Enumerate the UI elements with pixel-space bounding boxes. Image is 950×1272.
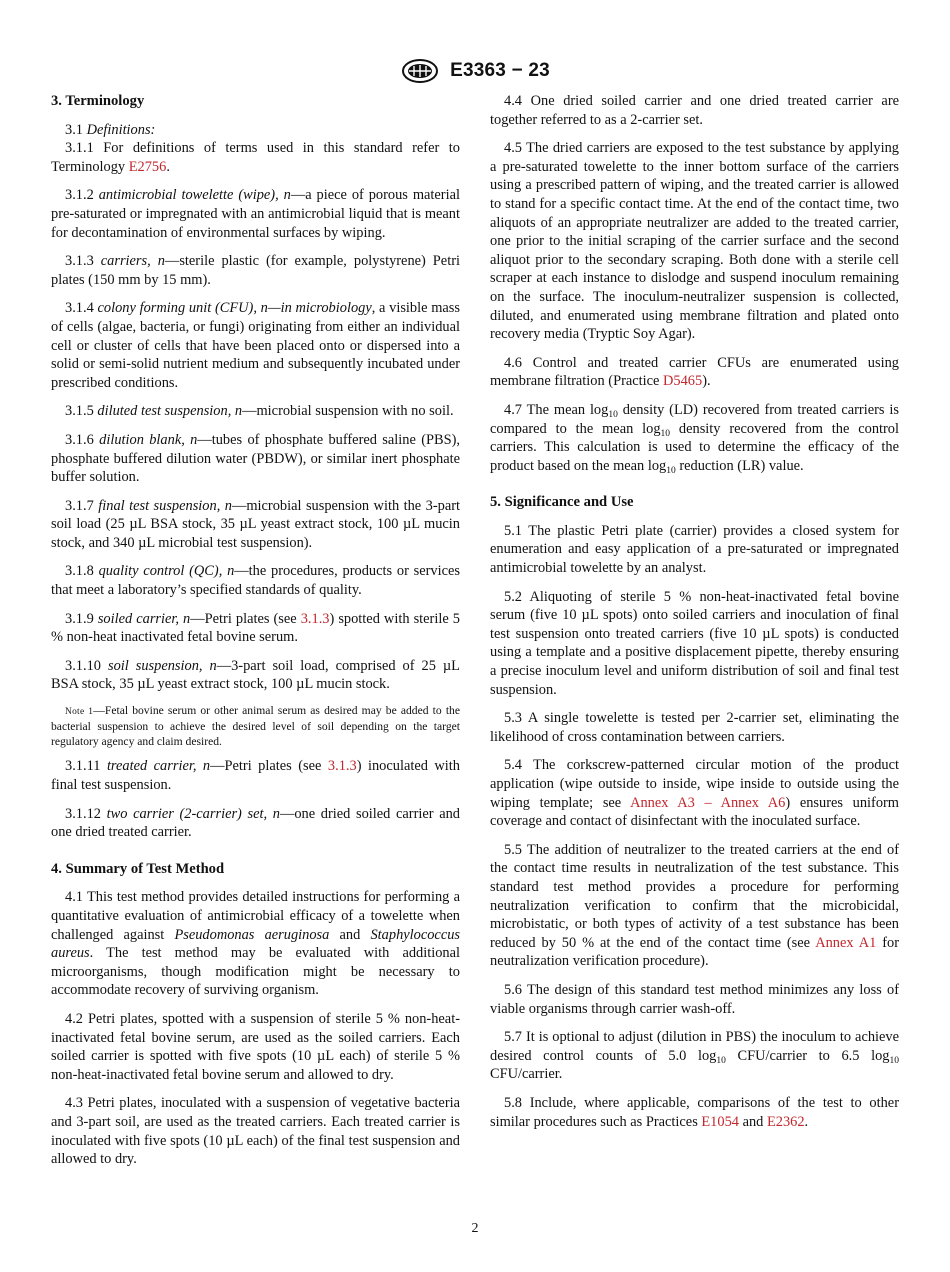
para-3-1-4: 3.1.4 colony forming unit (CFU), n—in microbiology, a visible mass of cells (algae, bacteria, or fungi) originating from either an individual cell or cluster of cells that have been placed onto or dispersed into a solid or semi-solid nutrient medium and subsequently incubated under prescribed conditions. — [51, 300, 460, 391]
ref-annex-a1[interactable]: Annex A1 — [815, 934, 877, 951]
ref-d5465[interactable]: D5465 — [663, 373, 703, 390]
section-4-heading: 4. Summary of Test Method — [51, 860, 225, 877]
section-5-heading: 5. Significance and Use — [490, 494, 634, 511]
astm-logo-icon — [400, 58, 440, 84]
para-4-3: 4.3 Petri plates, inoculated with a suspension of vegetative bacteria and 3-part soil, are used as the treated carriers. Each treated carrier is inoculated with five spots (10 µL each) of the final test suspension and allowed to dry. — [51, 1095, 460, 1168]
ref-annex-a3-a6[interactable]: Annex A3 – Annex A6 — [630, 794, 786, 811]
para-3-1-8: 3.1.8 quality control (QC), n—the procedures, products or services that meet a laboratory’s specified standards of quality. — [51, 563, 460, 599]
ref-e1054[interactable]: E1054 — [701, 1113, 739, 1130]
para-5-7: 5.7 It is optional to adjust (dilution in PBS) the inoculum to achieve desired control counts of 5.0 $\log_{10}$ CFU/carrier to 6.5 $\log_{10}$ CFU/carrier. — [490, 1029, 899, 1083]
ref-3-1-3[interactable]: 3.1.3 — [300, 610, 330, 627]
para-5-1: 5.1 The plastic Petri plate (carrier) provides a closed system for enumeration and easy application of a pre-saturated or impregnated antimicrobial towelette by an analyst. — [490, 522, 899, 577]
page-header — [0, 58, 950, 84]
standard-designation: E3363 − 23 — [450, 60, 550, 81]
para-5-5: 5.5 The addition of neutralizer to the treated carriers at the end of the contact time results in neutralization of the test substance. This standard test method provides a procedure for performing neutralization verification to confirm that the microbicidal, microbistatic, or both types of activity of a test substance has been reduced by 50 % at the end of the contact time (see Annex A1 for neutralization verification procedure). — [490, 841, 899, 970]
para-3-1-3: 3.1.3 carriers, n—sterile plastic (for example, polystyrene) Petri plates (150 mm by 15 mm). — [51, 253, 460, 288]
para-3-1-11: 3.1.11 treated carrier, n—Petri plates (see 3.1.3) inoculated with final test suspension. — [51, 758, 460, 794]
para-5-2: 5.2 Aliquoting of sterile 5 % non-heat-inactivated fetal bovine serum (five 10 µL spots) onto soiled carriers and inoculation of final test suspension onto treated carriers (five 10 µL spots) is conducted using a template and a positive displacement pipette, thereby ensuring a precise inoculum level and uniform distribution of soil and final test suspension. — [490, 588, 899, 698]
page-number: 2 — [471, 1221, 479, 1236]
para-3-1-6: 3.1.6 dilution blank, n—tubes of phosphate buffered saline (PBS), phosphate buffered dilution water (PBDW), or similar inert phosphate buffer solution. — [51, 431, 460, 486]
para-3-1-12: 3.1.12 two carrier (2-carrier) set, n—one dried soiled carrier and one dried treated carrier. — [51, 805, 460, 841]
ref-e2756[interactable]: E2756 — [128, 158, 167, 175]
ref-3-1-3[interactable]: 3.1.3 — [327, 758, 357, 775]
para-5-3: 5.3 A single towelette is tested per 2-carrier set, eliminating the likelihood of cross contamination between carriers. — [490, 710, 899, 745]
para-5-6: 5.6 The design of this standard test method minimizes any loss of viable organisms through carrier wash-off. — [490, 981, 899, 1017]
section-3-heading: 3. Terminology — [51, 93, 145, 109]
right-column — [490, 92, 899, 1141]
para-3-1-7: 3.1.7 final test suspension, n—microbial suspension with the 3-part soil load (25 µL BSA stock, 35 µL yeast extract stock, 100 µL mucin stock, and 340 µL microbial test suspension). — [51, 497, 460, 551]
para-3-1-9: 3.1.9 soiled carrier, n—Petri plates (see 3.1.3) spotted with sterile 5 % non-heat inactivated fetal bovine serum. — [51, 610, 460, 646]
para-3-1-2: 3.1.2 antimicrobial towelette (wipe), n—a piece of porous material pre-saturated or impregnated with an antimicrobial liquid that is meant for decontamination of environmental surfaces by wiping. — [51, 187, 460, 241]
para-3-1: 3.1 Definitions: — [65, 121, 156, 138]
note-1: Note 1—Fetal bovine serum or other animal serum as desired may be added to the bacterial suspension to achieve the desired level of soil depending on the target regulatory agency and claim desired. — [51, 704, 460, 748]
left-column — [51, 92, 460, 1179]
para-4-5: 4.5 The dried carriers are exposed to the test substance by applying a pre-saturated towelette to the inner bottom surface of the carriers using a prescribed pattern of wiping, and the treated carrier is allowed to stand for a specific contact time. At the end of the contact time, two aliquots of an appropriate neutralizer are added to the treated carrier, one prior to the initial scraping of the carrier surface and the second aliquot prior to the secondary scraping. Both done with a sterile cell scraper at each instance to dislodge and suspend inoculum remaining on the surface. The inoculum-neutralizer suspension is collected, diluted, and enumerated using membrane filtration and plated onto recovery media (Tryptic Soy Agar). — [490, 140, 899, 343]
para-4-4: 4.4 One dried soiled carrier and one dried treated carrier are together referred to as a 2-carrier set. — [490, 93, 899, 128]
para-3-1-10: 3.1.10 soil suspension, n—3-part soil load, comprised of 25 µL BSA stock, 35 µL yeast extract stock, 100 µL mucin stock. — [51, 657, 460, 693]
para-4-7: 4.7 The mean $\log_{10}$ density (LD) recovered from treated carriers is compared to the mean $\log_{10}$ density recovered from the control carriers. This calculation is used to determine the efficacy of the product based on the mean $\log_{10}$ reduction (LR) value. — [490, 401, 900, 476]
para-4-6: 4.6 Control and treated carrier CFUs are enumerated using membrane filtration (Practice D5465). — [490, 354, 899, 390]
para-5-4: 5.4 The corkscrew-patterned circular motion of the product application (wipe outside to inside, wipe inside to outside using the wiping template; see Annex A3 – Annex A6) ensures uniform coverage and contact of disinfectant with the inoculated surface. — [490, 757, 900, 830]
para-3-1-5: 3.1.5 diluted test suspension, n—microbial suspension with no soil. — [65, 403, 454, 420]
para-3-1-1: 3.1.1 For definitions of terms used in this standard refer to Terminology E2756. — [51, 140, 460, 175]
para-5-8: 5.8 Include, where applicable, comparisons of the test to other similar procedures such as Practices E1054 and E2362. — [490, 1094, 899, 1130]
para-4-2: 4.2 Petri plates, spotted with a suspension of sterile 5 % non-heat-inactivated fetal bovine serum, are used as the soiled carriers. Each soiled carrier is spotted with five spots (10 µL each) of sterile 5 % non-heat-inactivated fetal bovine serum and allowed to dry. — [51, 1010, 460, 1083]
ref-e2362[interactable]: E2362 — [766, 1113, 805, 1130]
para-4-1: 4.1 This test method provides detailed instructions for performing a quantitative evaluation of antimicrobial efficacy of a towelette when challenged against Pseudomonas aeruginosa and Staphylococcus aureus. The test method may be evaluated with additional microorganisms, though modification might be necessary to accommodate recovery of surviving organism. — [51, 889, 460, 999]
